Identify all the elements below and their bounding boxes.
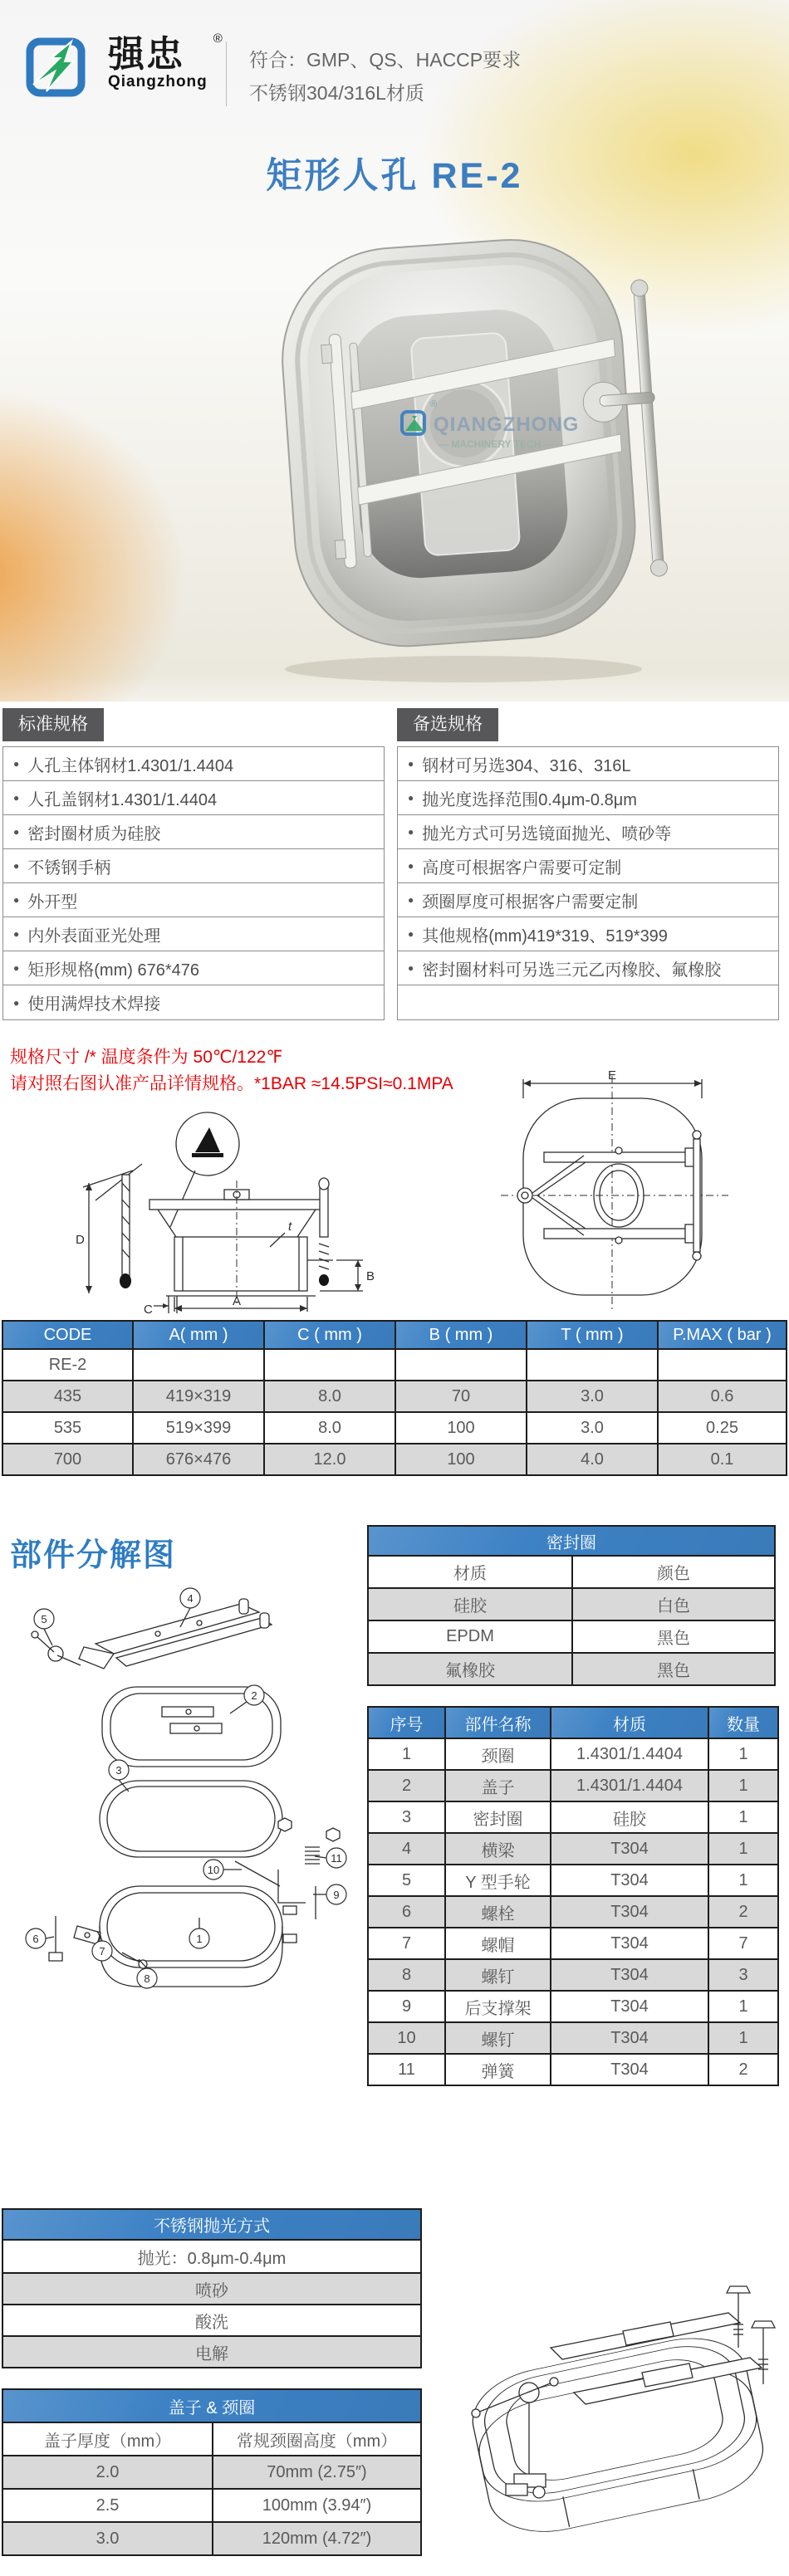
cell: 535 [2,1412,133,1444]
table-row [368,1770,778,1801]
standard-specs-list [2,746,385,1020]
cell: 1 [708,1991,778,2022]
polish-table [2,2208,422,2368]
exploded-section-heading: 部件分解图 [10,1538,177,1573]
cell: 1 [708,2022,778,2054]
cell: 弹簧 [445,2054,551,2085]
watermark-text: QIANGZHONG [434,413,580,436]
note-line-1: 规格尺寸 /* 温度条件为 50℃/122℉ [10,1048,283,1067]
list-item [398,883,778,917]
list-item [398,951,778,985]
cell: T304 [551,1833,708,1865]
header-cell: CODE [2,1321,133,1349]
dim-label-d: D [76,1233,85,1247]
spec-text: 矩形规格(mm) 676*476 [27,961,199,980]
registered-mark: ® [213,32,223,46]
cell: 70mm (2.75″) [213,2456,421,2489]
cell: 横梁 [445,1833,551,1865]
cell: Y 型手轮 [445,1865,551,1896]
spec-text: 内外表面亚光处理 [27,926,161,946]
balloon-10: 10 [207,1864,220,1876]
cell: 10 [368,2022,445,2054]
brand-text [108,32,223,91]
cell: 3 [368,1801,445,1833]
balloon-4: 4 [187,1592,194,1605]
cell: 8.0 [264,1381,395,1412]
table-row [2,2522,421,2555]
spec-text: 钢材可另选304、316、316L [422,756,631,775]
header-tagline [249,43,521,110]
table-row [368,1556,775,1588]
header-divider [226,42,227,106]
cell: 1.4301/1.4404 [551,1770,708,1801]
balloon-5: 5 [41,1613,47,1625]
table-row [368,1865,778,1896]
list-item [398,917,778,951]
cell: 435 [2,1381,133,1412]
cell: 氟橡胶 [368,1653,572,1685]
cell: T304 [551,1896,708,1928]
drawing-cross-section [71,1104,394,1316]
table-row [2,1349,787,1381]
cell: T304 [551,1928,708,1959]
table-row [2,2305,421,2336]
brand-name-en: Qiangzhong [108,73,208,90]
cell: 后支撑架 [445,1991,551,2022]
cell [264,1349,395,1381]
dim-label-b: B [366,1269,375,1283]
cell: 2 [708,2054,778,2085]
cell: 1 [708,1738,778,1770]
cell: 0.1 [658,1444,787,1475]
table-header-row [368,1707,778,1738]
bullet-icon: ● [408,962,414,974]
list-item [398,781,778,815]
bullet-icon: ● [408,792,414,804]
cell: 1 [708,1770,778,1801]
table-row [2,1444,787,1475]
table-row [2,2273,421,2305]
spec-text: 外开型 [27,892,78,912]
cell: 0.25 [658,1412,787,1444]
table-title: 盖子 & 颈圈 [2,2389,421,2422]
cell [527,1349,658,1381]
list-item [3,849,384,883]
header-cell: T ( mm ) [527,1321,658,1349]
dim-label-e: E [607,1069,617,1083]
table-row [2,2336,421,2368]
bullet-icon: ● [13,894,20,906]
list-item [398,747,778,781]
cell: 5 [368,1865,445,1896]
cell: 120mm (4.72″) [213,2522,421,2555]
bullet-icon: ● [408,894,414,906]
cell: T304 [551,2022,708,2054]
cell: 硅胶 [368,1588,572,1620]
cell: 7 [708,1928,778,1959]
spec-text: 不锈钢手柄 [27,858,111,877]
cell: 1 [708,1865,778,1896]
cell: 螺帽 [445,1928,551,1959]
cell: 11 [368,2054,445,2085]
brand-name-cn: 强忠 [108,34,184,75]
cell: 喷砂 [2,2273,421,2305]
drawing-top-view [486,1069,739,1316]
balloon-2: 2 [251,1689,257,1702]
watermark-reg: ® [430,399,438,409]
bullet-icon: ● [13,962,20,974]
watermark-subtext: — MACHINERY TECH — [439,438,554,450]
table-title: 不锈钢抛光方式 [2,2209,421,2240]
cell: 419×319 [133,1381,264,1412]
list-item [3,951,384,985]
list-item [398,815,778,849]
cell [658,1349,787,1381]
cell: 8.0 [264,1412,395,1444]
balloon-1: 1 [196,1933,203,1945]
optional-specs-header: 备选规格 [397,708,498,741]
list-item [3,781,384,815]
table-row [368,1928,778,1959]
cell: 盖子厚度（mm） [2,2422,213,2456]
table-row [368,1801,778,1833]
list-item [3,985,384,1019]
table-row [368,1620,775,1653]
cell: 硅胶 [551,1801,708,1833]
cell: 2.5 [2,2489,213,2522]
cell: EPDM [368,1620,572,1653]
cell: 黑色 [572,1620,775,1653]
bullet-icon: ● [13,860,20,872]
cell [395,1349,527,1381]
cell: 0.6 [658,1381,787,1412]
spec-text: 使用满焊技术焊接 [27,995,161,1014]
list-item [3,917,384,951]
cell: T304 [551,1991,708,2022]
list-item [398,849,778,883]
cell: 1 [708,1833,778,1865]
cell: 2 [708,1896,778,1928]
bullet-icon: ● [408,826,414,838]
cell [133,1349,264,1381]
balloon-7: 7 [99,1945,105,1958]
header-cell: 序号 [368,1707,445,1738]
tagline-line-1: 符合：GMP、QS、HACCP要求 [249,49,522,71]
cell: 100 [395,1444,527,1475]
cell: 黑色 [572,1653,775,1685]
cell: 密封圈 [445,1801,551,1833]
cell: 100mm (3.94″) [213,2489,421,2522]
table-row [368,1738,778,1770]
cell: T304 [551,1865,708,1896]
table-row [368,1896,778,1928]
bullet-icon: ● [13,826,20,838]
dim-label-c: C [144,1303,153,1316]
table-row [2,1381,787,1412]
cell: 100 [395,1412,527,1444]
cell: 700 [2,1444,133,1475]
parts-table [367,1706,779,2086]
cell: 2 [368,1770,445,1801]
cell: 9 [368,1991,445,2022]
cell: 螺钉 [445,1959,551,1991]
table-title: 密封圈 [368,1526,775,1556]
list-item-empty [398,985,778,1019]
cover-neck-table [2,2388,422,2556]
cell: T304 [551,1959,708,1991]
spec-text: 人孔盖钢材1.4301/1.4404 [27,790,218,809]
cell: 8 [368,1959,445,1991]
qiangzhong-logo-icon [23,37,100,106]
table-row [368,1991,778,2022]
list-item [3,815,384,849]
cell: 6 [368,1896,445,1928]
note-line-2: 请对照右图认准产品详情规格。*1BAR ≈14.5PSI≈0.1MPA [10,1074,453,1093]
header-cell: 部件名称 [445,1707,551,1738]
balloon-6: 6 [32,1933,39,1945]
spec-text: 抛光方式可另选镜面抛光、喷砂等 [422,824,672,843]
cell: 材质 [368,1556,572,1588]
cell: 519×399 [133,1412,264,1444]
header-cell: C ( mm ) [264,1321,395,1349]
balloon-8: 8 [144,1972,150,1985]
seal-ring-table [367,1525,776,1686]
header-cell: P.MAX ( bar ) [658,1321,787,1349]
cell: RE-2 [2,1349,133,1381]
table-row [368,1959,778,1991]
spec-text: 人孔主体钢材1.4301/1.4404 [27,756,234,775]
hero-section [0,0,789,701]
spec-text: 其他规格(mm)419*319、519*399 [422,926,668,946]
bullet-icon: ● [408,928,414,940]
cell: 白色 [572,1588,775,1620]
spec-text: 抛光度选择范围0.4μm-0.8μm [422,790,637,809]
list-item [3,747,384,781]
tagline-line-2: 不锈钢304/316L材质 [249,82,424,104]
balloon-3: 3 [115,1764,122,1777]
table-row [368,1833,778,1865]
cell: 1.4301/1.4404 [551,1738,708,1770]
cell: 2.0 [2,2456,213,2489]
page-title: 矩形人孔 RE-2 [266,156,523,196]
cell: T304 [551,2054,708,2085]
bullet-icon: ● [13,792,20,804]
balloon-9: 9 [333,1889,340,1901]
cell: 7 [368,1928,445,1959]
cell: 螺钉 [445,2022,551,2054]
product-image [231,214,701,696]
table-subheader-row [2,2422,421,2456]
cell: 盖子 [445,1770,551,1801]
cell: 3.0 [527,1412,658,1444]
list-item [3,883,384,917]
cell: 抛光：0.8μm-0.4μm [2,2240,421,2273]
cell: 1 [708,1801,778,1833]
cell: 3 [708,1959,778,1991]
table-row [368,2022,778,2054]
header-cell: 材质 [551,1707,708,1738]
bullet-icon: ● [408,758,414,770]
cell: 常规颈圈高度（mm） [213,2422,421,2456]
header-cell: A( mm ) [133,1321,264,1349]
table-row [2,2456,421,2489]
cell: 颜色 [572,1556,775,1588]
header-cell: 数量 [708,1707,778,1738]
spec-text: 颈圈厚度可根据客户需要定制 [422,892,639,912]
table-row [368,1588,775,1620]
cell: 70 [395,1381,527,1412]
bullet-icon: ● [13,928,20,940]
cell: 3.0 [527,1381,658,1412]
spec-text: 高度可根据客户需要可定制 [422,858,622,877]
dim-label-a: A [232,1294,242,1308]
table-row [2,1412,787,1444]
table-header-row [2,1321,787,1349]
brand-logo [23,32,223,106]
cell: 酸洗 [2,2305,421,2336]
dim-label-t: t [288,1220,292,1234]
bullet-icon: ● [408,860,414,872]
table-row [368,2054,778,2085]
cell: 3.0 [2,2522,213,2555]
standard-specs-header: 标准规格 [2,708,104,741]
spec-text: 密封圈材料可另选三元乙丙橡胶、氟橡胶 [422,961,722,980]
cell: 4.0 [527,1444,658,1475]
cell: 1 [368,1738,445,1770]
drawing-isometric [453,2266,785,2574]
spec-text: 密封圈材质为硅胶 [27,824,161,843]
cell: 电解 [2,2336,421,2368]
bullet-icon: ● [13,996,20,1009]
cell: 676×476 [133,1444,264,1475]
cell: 4 [368,1833,445,1865]
exploded-diagram [4,1577,370,2142]
cell: 螺栓 [445,1896,551,1928]
table-row [368,1653,775,1685]
header-cell: B ( mm ) [395,1321,527,1349]
bullet-icon: ● [13,758,20,770]
cell: 12.0 [264,1444,395,1475]
table-row [2,2240,421,2273]
cell: 颈圈 [445,1738,551,1770]
balloon-11: 11 [331,1852,342,1865]
optional-specs-list [397,746,779,1020]
size-table [2,1320,787,1476]
table-row [2,2489,421,2522]
